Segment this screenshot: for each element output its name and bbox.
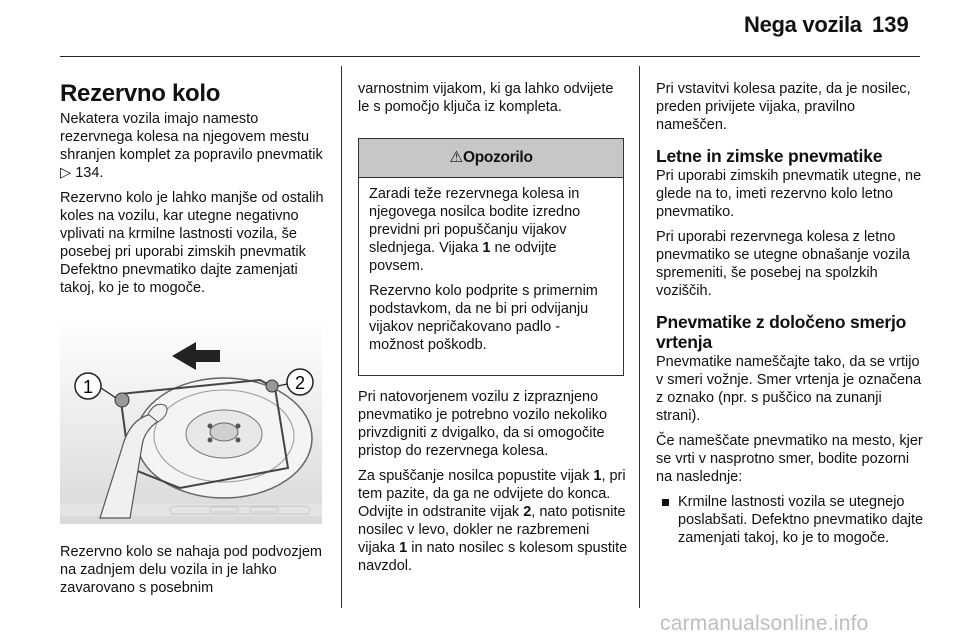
column-divider-2 [639,66,640,608]
column-3 [656,80,924,547]
paragraph: varnostnim vijakom, ki ga lahko odvijete le s pomočjo ključa iz kompleta. [358,81,614,115]
warning-triangle-icon: ⚠ [449,149,463,166]
figure-label-1: 1 [82,377,94,397]
header-rule [60,56,920,57]
column-2-lower [358,388,628,582]
watermark: carmanualsonline.info [660,612,869,635]
heading-summer-winter-tyres: Letne in zimske pnevmatike [656,146,883,166]
paragraph: Pri uporabi rezervnega kolesa z letno pnevmatiko se utegne obnašanje vozila spremeniti, še posebej na spolzkih voziščih. [656,229,910,299]
paragraph: Za spuščanje nosilca popustite vijak 1, pri tem pazite, da ga ne odvijete do konca. Odvijte in odstranite vijak 2, nato potisnite nosilec v levo, dokler ne razbremeni vijaka 1 in nato nosilec s kolesom spustite navzdol. [358,468,628,574]
warning-box [358,138,624,376]
heading-spare-wheel: Rezervno kolo [60,80,221,107]
figure-label-2: 2 [294,373,306,393]
page-ref-icon: ▷ [60,165,72,181]
warning-header [359,139,623,178]
paragraph: Rezervno kolo je lahko manjše od ostalih koles na vozilu, kar utegne negativno vplivati na krmilne lastnosti vozila, še posebej pri uporabi zimskih pnevmatik Defektno pnevmatiko dajte zamenjati takoj, ko je to mogoče. [60,190,324,296]
page-ref[interactable]: 134. [75,165,104,181]
list-item: Krmilne lastnosti vozila se utegnejo poslabšati. Defektno pnevmatiko dajte zamenjati takoj, ko je to mogoče. [656,493,924,547]
paragraph: Če nameščate pnevmatiko na mesto, kjer se vrti v nasprotno smer, bodite pozorni na naslednje: [656,433,923,485]
warning-paragraph: Rezervno kolo podprite s primernim podstavkom, da ne bi pri odvijanju vijakov nepričakovano padlo - možnost poškodb. [369,283,598,353]
column-1 [60,80,325,304]
column-2 [358,80,628,123]
paragraph: Pri vstavitvi kolesa pazite, da je nosilec, preden privijete vijaka, pravilno nameščen. [656,81,911,133]
warning-body [359,178,623,354]
section-title: Nega vozila [744,12,862,37]
paragraph: Pri natovorjenem vozilu z izpraznjeno pnevmatiko je potrebno vozilo nekoliko privzdigniti z dvigalko, da si omogočite pristop do rezervnega kolesa. [358,389,608,459]
spare-wheel-illustration [60,318,322,524]
warning-paragraph: Zaradi teže rezervnega kolesa in njegovega nosilca bodite izredno previdni pri popuščanju vijakov slednjega. Vijaka 1 ne odvijte povsem. [369,186,581,274]
bullet-list [656,493,924,547]
column-1-bottom [60,543,328,604]
paragraph: Pri uporabi zimskih pnevmatik utegne, ne glede na to, imeti rezervno kolo letno pnevmatiko. [656,168,922,220]
page-number: 139 [872,12,909,37]
warning-title: Opozorilo [462,149,533,166]
paragraph: Rezervno kolo se nahaja pod podvozjem na zadnjem delu vozila in je lahko zavarovano s posebnim [60,544,322,596]
paragraph: Nekatera vozila imajo namesto rezervnega kolesa na njegovem mestu shranjen komplet za popravilo pnevmatik ▷ 134. [60,111,323,181]
paragraph: Pnevmatike nameščajte tako, da se vrtijo v smeri vožnje. Smer vrtenja je označena z oznako (npr. s puščico na zunanji strani). [656,354,922,424]
column-divider-1 [341,66,342,608]
heading-directional-tyres: Pnevmatike z določeno smerjo vrtenja [656,312,907,352]
page-header [0,0,960,60]
